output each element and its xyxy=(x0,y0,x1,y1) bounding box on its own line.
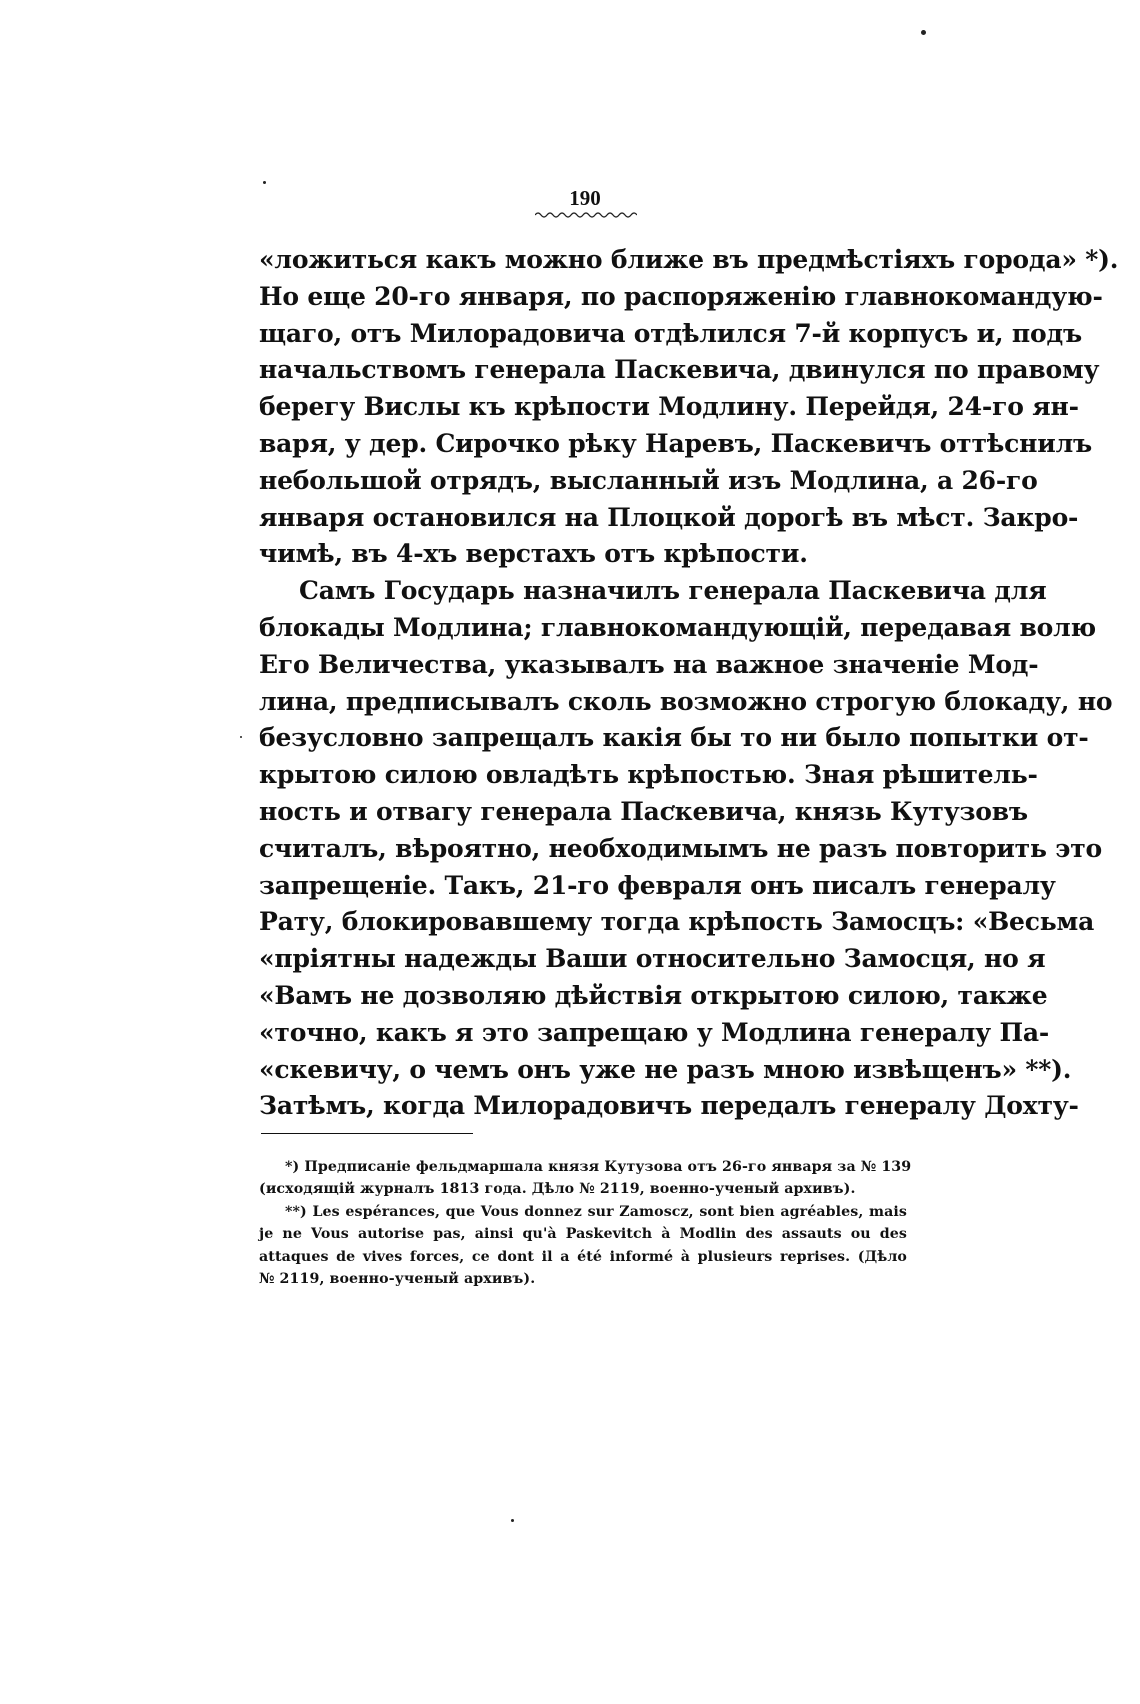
text-line: варя, у дер. Сирочко рѣку Наревъ, Паскевичъ оттѣснилъ xyxy=(259,428,1092,458)
footnote-separator xyxy=(261,1133,473,1134)
text-line: чимѣ, въ 4-хъ верстахъ отъ крѣпости. xyxy=(259,539,808,569)
text-line: «ложиться какъ можно ближе въ предмѣстіяхъ города» *). xyxy=(259,245,1119,274)
text-line: «скевичу, о чемъ онъ уже не разъ мною извѣщенъ» **). xyxy=(259,1054,1072,1084)
text-line: блокады Модлина; главнокомандующій, передавая волю xyxy=(259,612,1096,642)
footnote-line: **) Les espérances, que Vous donnez sur Zamoscz, sont bien agréables, mais xyxy=(285,1203,907,1220)
footnotes xyxy=(259,1156,912,1290)
footnote-line: je ne Vous autorise pas, ainsi qu'à Paskevitch à Modlin des assauts ou des xyxy=(259,1226,907,1243)
footnote-line: attaques de vives forces, ce dont il a été informé à plusieurs reprises. (Дѣло xyxy=(259,1248,907,1265)
footnote xyxy=(259,1201,907,1291)
text-line: «пріятны надежды Ваши относительно Замосця, но я xyxy=(259,944,1046,974)
footnote-line: № 2119, военно-ученый архивъ). xyxy=(259,1271,536,1288)
text-line: Рату, блокировавшему тогда крѣпость Замосцъ: «Весьма xyxy=(259,907,1095,937)
footnote xyxy=(259,1156,912,1201)
text-line: лина, предписывалъ сколь возможно строгую блокаду, но xyxy=(259,686,1113,716)
text-line: Но еще 20-го января, по распоряженію главнокомандую- xyxy=(259,281,1103,311)
text-line: запрещеніе. Такъ, 21-го февраля онъ писалъ генералу xyxy=(259,870,1056,900)
text-line: ность и отвагу генерала Паскевича, князь Кутузовъ xyxy=(259,796,1028,826)
page-number-wavy-underline xyxy=(535,210,637,218)
text-line: считалъ, вѣроятно, необходимымъ не разъ повторить это xyxy=(259,833,1103,863)
page-number: 190 xyxy=(569,186,601,210)
footnote-line: *) Предписаніе фельдмаршала князя Кутузова отъ 26-го января за № 139 xyxy=(285,1159,912,1175)
text-line: крытою силою овладѣть крѣпостью. Зная рѣшитель- xyxy=(259,760,1038,790)
text-line: «точно, какъ я это запрещаю у Модлина генералу Па- xyxy=(259,1017,1050,1047)
text-line: небольшой отрядъ, высланный изъ Модлина, а 26-го xyxy=(259,465,1038,495)
ink-speck xyxy=(263,181,266,184)
text-line: Затѣмъ, когда Милорадовичъ передалъ генералу Дохту- xyxy=(259,1091,1079,1121)
footnote-line: (исходящій журналъ 1813 года. Дѣло № 2119, военно-ученый архивъ). xyxy=(259,1181,856,1198)
text-line: начальствомъ генерала Паскевича, двинулся по правому xyxy=(259,355,1100,385)
text-line: Его Величества, указывалъ на важное значеніе Мод- xyxy=(259,649,1039,679)
text-line: Самъ Государь назначилъ генерала Паскевича для xyxy=(299,576,1047,606)
text-line: щаго, отъ Милорадовича отдѣлился 7-й корпусъ и, подъ xyxy=(259,318,1082,348)
text-line: берегу Вислы къ крѣпости Модлину. Перейдя, 24-го ян- xyxy=(259,392,1079,422)
ink-speck xyxy=(921,30,926,35)
text-line: «Вамъ не дозволяю дѣйствія открытою силою, также xyxy=(259,980,1048,1010)
text-line: безусловно запрещалъ какія бы то ни было попытки от- xyxy=(259,723,1089,753)
main-text xyxy=(259,242,1119,1125)
ink-speck xyxy=(240,736,242,738)
ink-speck xyxy=(511,1519,514,1522)
text-line: января остановился на Плоцкой дорогѣ въ мѣст. Закро- xyxy=(259,502,1079,532)
paragraph xyxy=(259,242,1119,573)
paragraph xyxy=(259,573,1113,1125)
